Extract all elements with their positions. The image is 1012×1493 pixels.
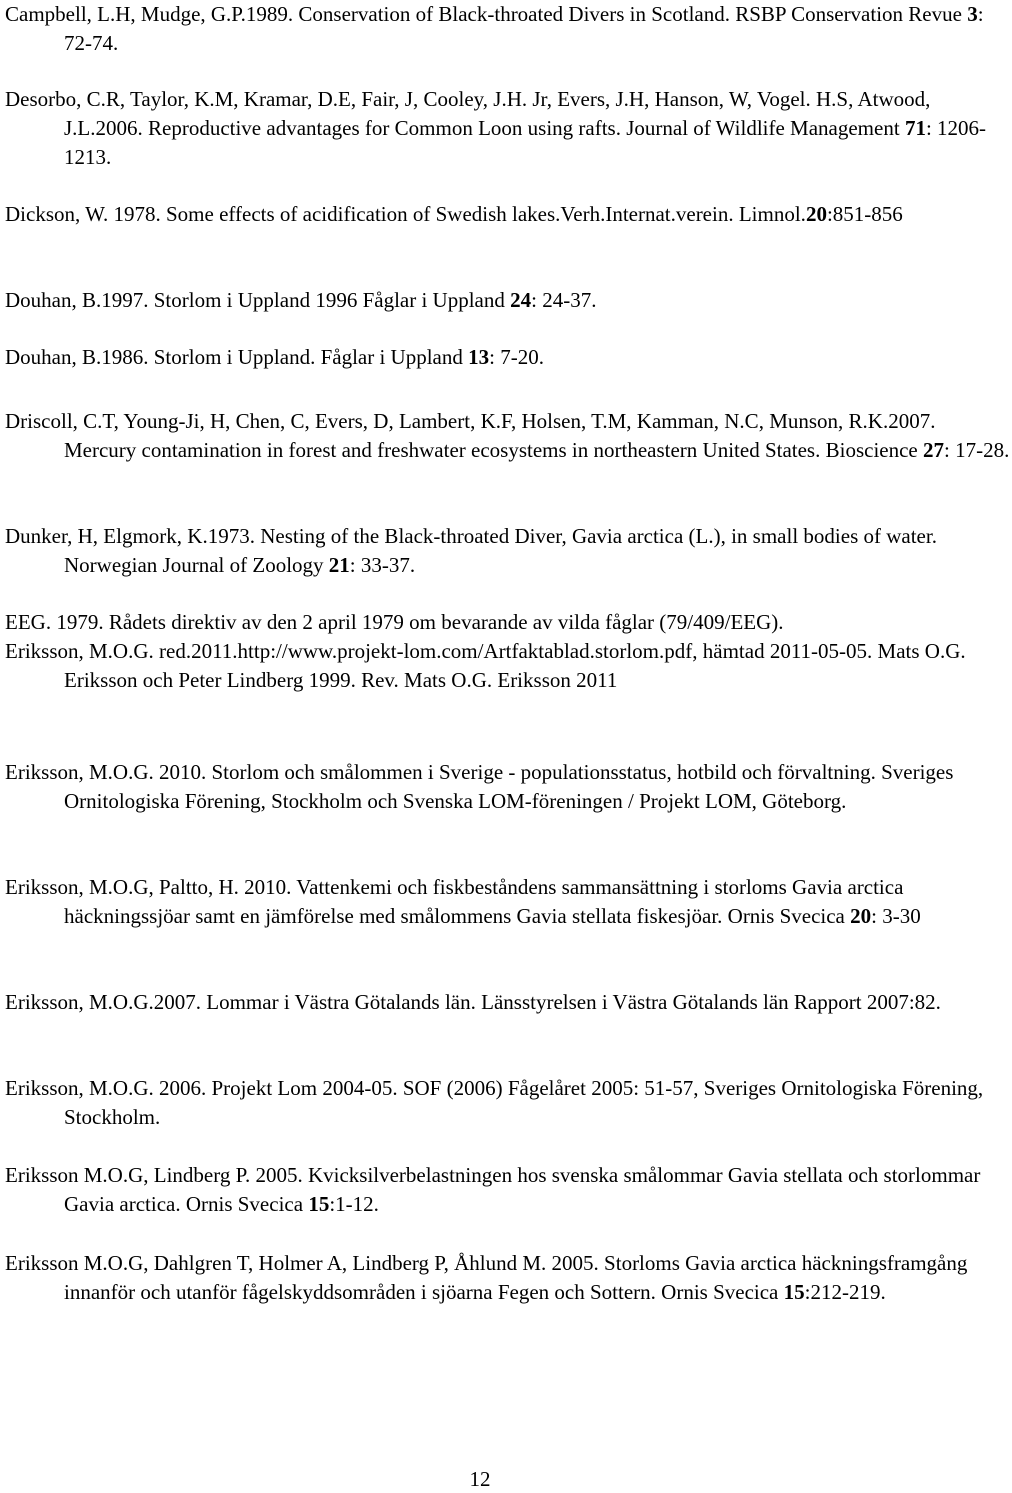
reference-entry: Dunker, H, Elgmork, K.1973. Nesting of the Black-throated Diver, Gavia arctica (L.), in small bodies of water. Norwegian Journal of Zoology 21: 33-37. [5, 524, 937, 577]
reference-entry: Douhan, B.1986. Storlom i Uppland. Fåglar i Uppland 13: 7-20. [5, 345, 544, 369]
reference-entry: Dickson, W. 1978. Some effects of acidification of Swedish lakes.Verh.Internat.verein. Limnol.20:851-856 [5, 202, 903, 226]
reference-entry: EEG. 1979. Rådets direktiv av den 2 april 1979 om bevarande av vilda fåglar (79/409/EEG). [5, 610, 784, 634]
reference-entry: Driscoll, C.T, Young-Ji, H, Chen, C, Evers, D, Lambert, K.F, Holsen, T.M, Kamman, N.C, Munson, R.K.2007. Mercury contamination in forest and freshwater ecosystems in northeastern United States. Bioscience 27: 17-28. [5, 409, 1010, 462]
reference-entry: Douhan, B.1997. Storlom i Uppland 1996 Fåglar i Uppland 24: 24-37. [5, 288, 597, 312]
reference-entry: Eriksson M.O.G, Lindberg P. 2005. Kvicksilverbelastningen hos svenska smålommar Gavia stellata och storlommar Gavia arctica. Ornis Svecica 15:1-12. [5, 1163, 981, 1216]
reference-entry: Eriksson, M.O.G. red.2011.http://www.projekt-lom.com/Artfaktablad.storlom.pdf, hämtad 2011-05-05. Mats O.G. Eriksson och Peter Lindberg 1999. Rev. Mats O.G. Eriksson 2011 [5, 639, 966, 692]
reference-entry: Eriksson, M.O.G. 2010. Storlom och smålommen i Sverige - populationsstatus, hotbild och förvaltning. Sveriges Ornitologiska Förening, Stockholm och Svenska LOM-föreningen / Projekt LOM, Göteborg. [5, 760, 954, 813]
reference-entry: Eriksson M.O.G, Dahlgren T, Holmer A, Lindberg P, Åhlund M. 2005. Storloms Gavia arctica häckningsframgång innanför och utanför fågelskyddsområden i sjöarna Fegen och Sottern. Ornis Svecica 15:212-219. [5, 1251, 968, 1304]
reference-entry: Eriksson, M.O.G. 2006. Projekt Lom 2004-05. SOF (2006) Fågelåret 2005: 51-57, Sveriges Ornitologiska Förening, Stockholm. [5, 1076, 984, 1129]
reference-entry: Eriksson, M.O.G, Paltto, H. 2010. Vattenkemi och fiskbeståndens sammansättning i storloms Gavia arctica häckningssjöar samt en jämförelse med smålommens Gavia stellata fiskesjöar. Ornis Svecica 20: 3-30 [5, 875, 921, 928]
reference-entry: Campbell, L.H, Mudge, G.P.1989. Conservation of Black-throated Divers in Scotland. RSBP Conservation Revue 3: 72-74. [5, 2, 984, 55]
reference-entry: Eriksson, M.O.G.2007. Lommar i Västra Götalands län. Länsstyrelsen i Västra Götalands län Rapport 2007:82. [5, 990, 941, 1014]
reference-entry: Desorbo, C.R, Taylor, K.M, Kramar, D.E, Fair, J, Cooley, J.H. Jr, Evers, J.H, Hanson, W, Vogel. H.S, Atwood, J.L.2006. Reproductive advantages for Common Loon using rafts. Journal of Wildlife Management 71: 1206-1213. [5, 87, 987, 169]
page-number: 12 [469, 1467, 491, 1491]
